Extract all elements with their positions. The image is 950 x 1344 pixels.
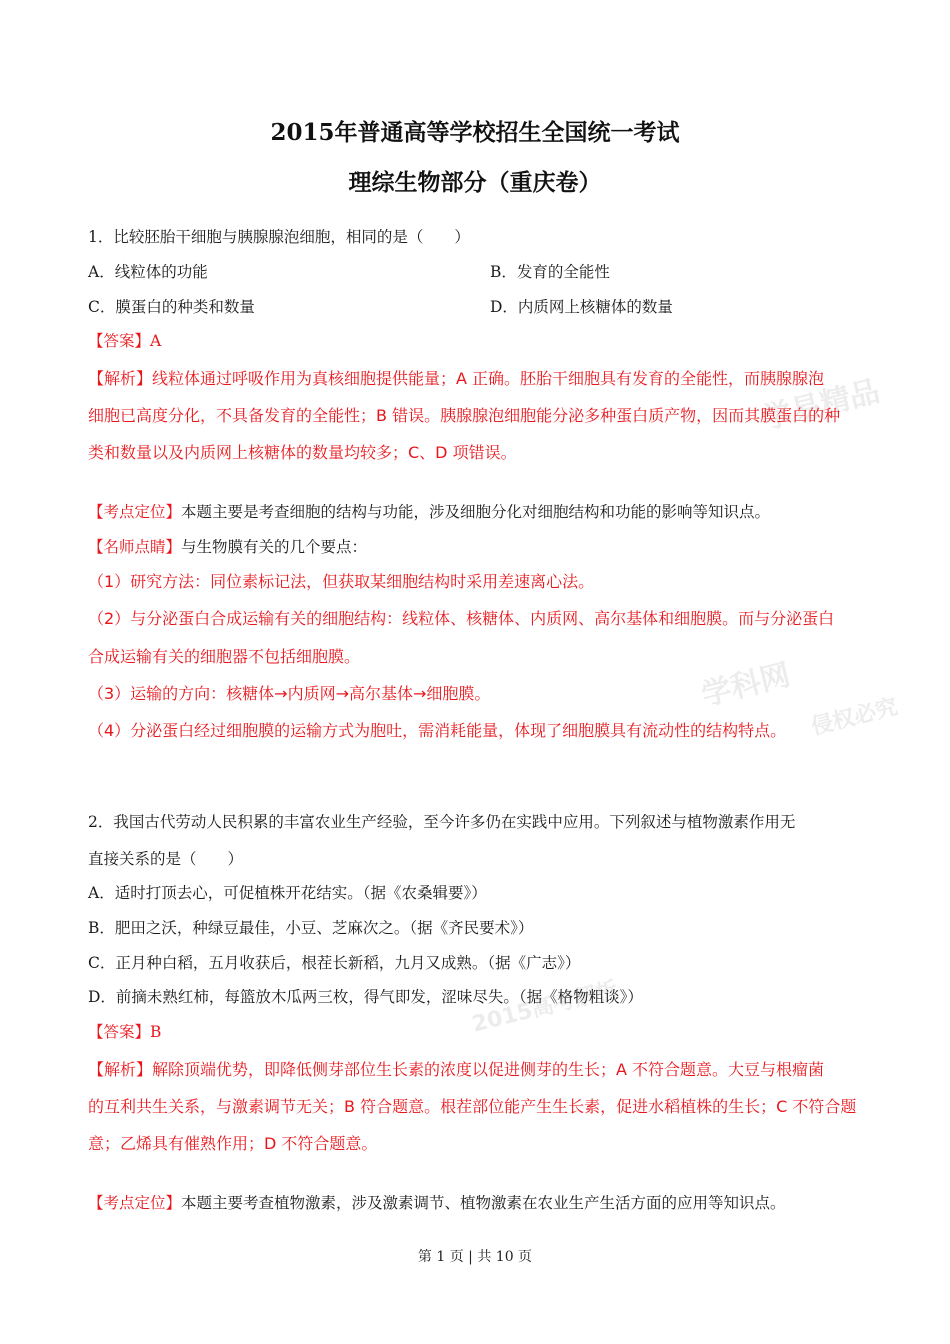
q1-point: （1）研究方法：同位素标记法，但获取某细胞结构时采用差速离心法。 bbox=[88, 572, 595, 591]
watermark: 学科网 bbox=[697, 657, 794, 714]
q2-answer: 【答案】B bbox=[88, 1023, 162, 1041]
q1-answer: 【答案】A bbox=[88, 332, 162, 350]
q1-option-b: B．发育的全能性 bbox=[490, 263, 610, 281]
kaodian-tag: 【考点定位】 bbox=[88, 1194, 182, 1212]
page-footer: 第 1 页 | 共 10 页 bbox=[417, 1249, 533, 1265]
q2-option-c: C．正月种白稻，五月收获后，根茬长新稻，九月又成熟。（据《广志》） bbox=[88, 954, 581, 972]
mingshi-tag: 【名师点睛】 bbox=[88, 538, 182, 556]
kaodian-tag: 【考点定位】 bbox=[88, 503, 182, 521]
q1-analysis-line: 【解析】线粒体通过呼吸作用为真核细胞提供能量；A 正确。胚胎干细胞具有发育的全能性，而胰腺腺泡 bbox=[88, 369, 825, 388]
q2-analysis-line: 的互利共生关系，与激素调节无关；B 符合题意。根茬部位能产生生长素，促进水稻植株的生长；C 不符合题 bbox=[88, 1097, 857, 1116]
q2-stem: 2．我国古代劳动人民积累的丰富农业生产经验，至今许多仍在实践中应用。下列叙述与植物激素作用无 bbox=[88, 813, 796, 831]
mingshi-text: 与生物膜有关的几个要点： bbox=[181, 538, 368, 556]
q1-mingshi bbox=[88, 537, 878, 557]
q2-option-b: B．肥田之沃，种绿豆最佳，小豆、芝麻次之。（据《齐民要术》） bbox=[88, 919, 534, 937]
q2-option-d: D．前摘未熟红柿，每篮放木瓜两三枚，得气即发，涩味尽失。（据《格物粗谈》） bbox=[88, 988, 643, 1006]
q2-stem: 直接关系的是（ ） bbox=[88, 850, 244, 868]
watermark: 侵权必究 bbox=[808, 694, 901, 741]
q1-point: （4）分泌蛋白经过细胞膜的运输方式为胞吐，需消耗能量，体现了细胞膜具有流动性的结构特点。 bbox=[88, 721, 787, 740]
q2-kaodian bbox=[88, 1193, 878, 1213]
q1-point: （3）运输的方向：核糖体→内质网→高尔基体→细胞膜。 bbox=[88, 684, 491, 703]
q2-analysis-line: 【解析】解除顶端优势，即降低侧芽部位生长素的浓度以促进侧芽的生长；A 不符合题意。大豆与根瘤菌 bbox=[88, 1060, 825, 1079]
q1-point: 合成运输有关的细胞器不包括细胞膜。 bbox=[88, 647, 361, 666]
watermark: 学易精品 bbox=[758, 373, 884, 437]
q1-option-a: A．线粒体的功能 bbox=[88, 263, 208, 281]
q1-stem: 1．比较胚胎干细胞与胰腺腺泡细胞，相同的是（ ） bbox=[88, 228, 470, 246]
q2-analysis-line: 意；乙烯具有催熟作用；D 不符合题意。 bbox=[88, 1134, 378, 1153]
q1-kaodian bbox=[88, 502, 878, 522]
q1-analysis-line: 细胞已高度分化，不具备发育的全能性；B 错误。胰腺腺泡细胞能分泌多种蛋白质产物，因而其膜蛋白的种 bbox=[88, 406, 841, 425]
kaodian-text: 本题主要是考查细胞的结构与功能，涉及细胞分化对细胞结构和功能的影响等知识点。 bbox=[181, 503, 771, 521]
page-title: 2015年普通高等学校招生全国统一考试 bbox=[270, 119, 680, 146]
page-subtitle: 理综生物部分（重庆卷） bbox=[348, 169, 602, 196]
q1-option-c: C．膜蛋白的种类和数量 bbox=[88, 298, 255, 316]
q2-option-a: A．适时打顶去心，可促植株开花结实。（据《农桑辑要》） bbox=[88, 884, 487, 902]
kaodian-text: 本题主要考查植物激素，涉及激素调节、植物激素在农业生产生活方面的应用等知识点。 bbox=[181, 1194, 786, 1212]
watermark: 2015高考解析 bbox=[469, 977, 621, 1038]
q1-option-d: D．内质网上核糖体的数量 bbox=[490, 298, 673, 316]
q1-analysis-line: 类和数量以及内质网上核糖体的数量均较多；C、D 项错误。 bbox=[88, 443, 517, 462]
q1-point: （2）与分泌蛋白合成运输有关的细胞结构：线粒体、核糖体、内质网、高尔基体和细胞膜。而与分泌蛋白 bbox=[88, 609, 835, 628]
